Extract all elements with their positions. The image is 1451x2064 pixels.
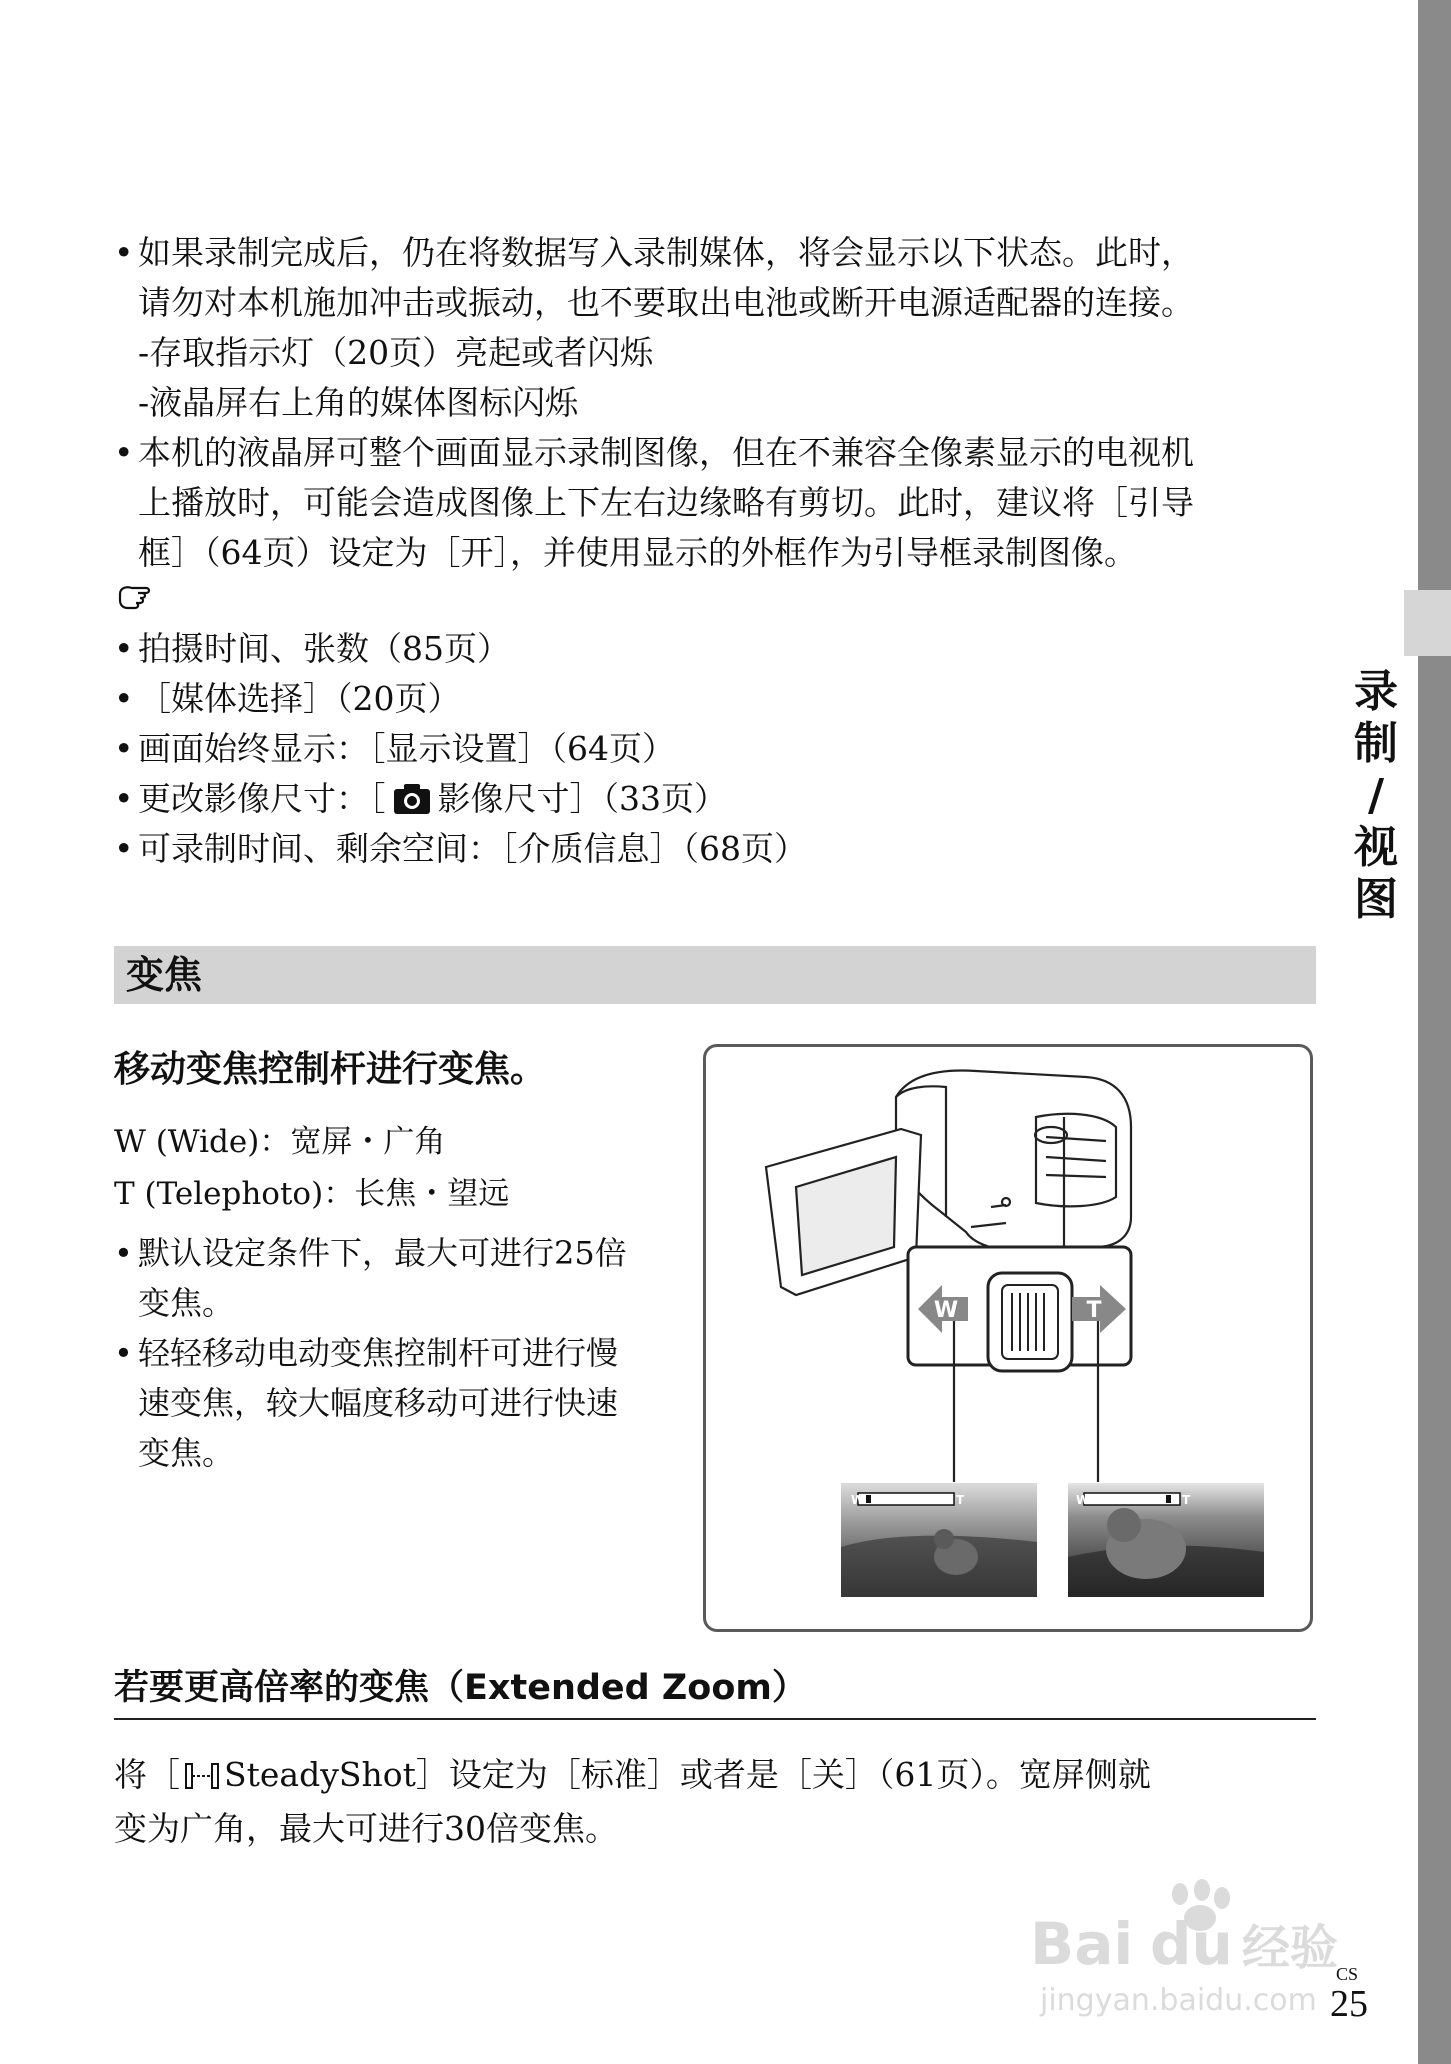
- extended-zoom-title: 若要更高倍率的变焦（Extended Zoom）: [114, 1668, 807, 1708]
- side-tab-strip: [1418, 0, 1451, 2064]
- language-code: CS: [1336, 1964, 1359, 1984]
- baidu-watermark-logo: [1030, 1876, 1360, 2026]
- section-tab-char: 图: [1354, 874, 1398, 925]
- section-title: 变焦: [126, 953, 203, 997]
- watermark-brand: du: [1150, 1910, 1233, 1978]
- extended-zoom-paragraph: [114, 1748, 1314, 1856]
- tele-screen-w-label: W: [1076, 1493, 1090, 1507]
- tele-screen-t-label: T: [1182, 1493, 1191, 1507]
- note-bullet: • 本机的液晶屏可整个画面显示录制图像，但在不兼容全像素显示的电视机: [114, 428, 1314, 478]
- zoom-bullet-line: 速变焦，较大幅度移动可进行快速: [138, 1384, 619, 1422]
- reference-item: • ［媒体选择］（20页）: [114, 674, 1314, 724]
- section-tab-label: [1352, 666, 1400, 926]
- steadyshot-icon: [180, 1758, 224, 1792]
- reference-hand-icon: [116, 580, 156, 620]
- zoom-bullet-line: • 轻轻移动电动变焦控制杆可进行慢: [138, 1334, 619, 1372]
- paragraph-text: SteadyShot］设定为［标准］或者是［关］（61页）。宽屏侧就: [224, 1755, 1151, 1794]
- note-continuation: 请勿对本机施加冲击或振动，也不要取出电池或断开电源适配器的连接。: [138, 283, 1194, 322]
- note-dash-item: -液晶屏右上角的媒体图标闪烁: [138, 383, 579, 422]
- section-tab-char: 制: [1354, 718, 1398, 769]
- section-tab-char: 录: [1354, 666, 1398, 717]
- zoom-illustration-drawing: [706, 1047, 1310, 1629]
- note-continuation: 框］（64页）设定为［开］，并使用显示的外框作为引导框录制图像。: [138, 533, 1137, 572]
- lever-t-label: T: [1086, 1298, 1102, 1323]
- note-dash-item: -存取指示灯（20页）亮起或者闪烁: [138, 333, 654, 372]
- lever-w-label: W: [933, 1298, 959, 1323]
- section-heading-bar: [114, 946, 1316, 1004]
- zoom-bullet-line: 变焦。: [138, 1284, 235, 1322]
- note-continuation: 上播放时，可能会造成图像上下左右边缘略有剪切。此时，建议将［引导: [138, 483, 1194, 522]
- still-camera-icon: [392, 782, 432, 816]
- section-tab-char: /: [1367, 770, 1385, 821]
- note-bullet: • 如果录制完成后，仍在将数据写入录制媒体，将会显示以下状态。此时，: [114, 228, 1314, 278]
- notes-block: [114, 228, 1314, 874]
- paragraph-line: 变为广角，最大可进行30倍变焦。: [114, 1809, 618, 1848]
- wide-screen-t-label: T: [956, 1493, 965, 1507]
- zoom-bullet-line: 变焦。: [138, 1434, 235, 1472]
- zoom-bullet-line: • 默认设定条件下，最大可进行25倍: [138, 1234, 627, 1272]
- reference-text: 更改影像尺寸：［: [138, 779, 386, 818]
- zoom-bullet: [114, 1328, 694, 1478]
- watermark-cn: 经验: [1242, 1920, 1339, 1976]
- tele-description: T (Telephoto)：长焦・望远: [114, 1176, 510, 1212]
- paragraph-line: [114, 1748, 1314, 1802]
- reference-text: 影像尺寸］（33页）: [437, 779, 727, 818]
- zoom-illustration: [703, 1044, 1313, 1632]
- wide-description: W (Wide)：宽屏・广角: [114, 1124, 446, 1160]
- zoom-text-column: [114, 1046, 694, 1478]
- watermark-brand: Bai: [1030, 1910, 1134, 1978]
- extended-zoom-heading: [114, 1664, 1316, 1720]
- reference-item: • 可录制时间、剩余空间：［介质信息］（68页）: [114, 824, 1314, 874]
- zoom-instruction: 移动变焦控制杆进行变焦。: [114, 1049, 547, 1090]
- side-tab-marker: [1404, 590, 1451, 656]
- reference-item: • 拍摄时间、张数（85页）: [114, 624, 1314, 674]
- section-tab-char: 视: [1354, 822, 1398, 873]
- paragraph-text: 将［: [114, 1755, 180, 1794]
- zoom-bullet: [114, 1228, 694, 1328]
- reference-item: • 画面始终显示：［显示设置］（64页）: [114, 724, 1314, 774]
- wide-preview-image: [841, 1483, 1037, 1597]
- watermark-url: jingyan.baidu.com: [1040, 1983, 1317, 2018]
- wide-screen-w-label: W: [851, 1493, 865, 1507]
- reference-item: [114, 774, 1314, 824]
- tele-preview-image: [1068, 1483, 1264, 1597]
- page-number: 25: [1330, 1983, 1368, 2025]
